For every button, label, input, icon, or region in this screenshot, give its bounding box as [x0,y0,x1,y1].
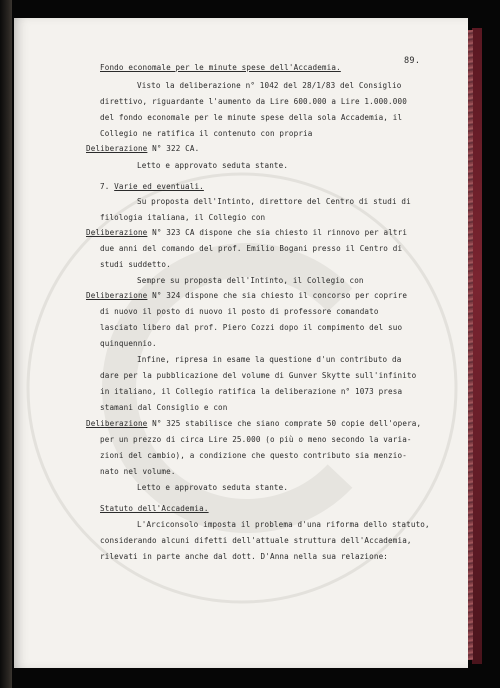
book-binding-edge [0,0,12,688]
text-line: direttivo, riguardante l'aumento da Lire 600.000 a Lire 1.000.000 [100,97,407,106]
text-line: Infine, ripresa in esame la questione d'un contributo da [137,355,402,364]
text-line: Letto e approvato seduta stante. [137,161,289,170]
document-page [14,18,468,668]
text-line: dare per la pubblicazione del volume di Gunver Skytte sull'infinito [100,371,417,380]
text-line: in italiano, il Collegio ratifica la deliberazione n° 1073 presa [100,387,403,396]
text-line: L'Arciconsolo imposta il problema d'una riforma dello statuto, [137,520,430,529]
text-line: del fondo economale per le minute spese della sola Accademia, il [100,113,403,122]
text-line: nato nel volume. [100,467,176,476]
text-line: Sempre su proposta dell'Intinto, il Collegio con [137,276,364,285]
page-number: 89. [404,56,421,66]
text-line: studi suddetto. [100,260,171,269]
text-line: Collegio ne ratifica il contenuto con propria [100,129,313,138]
text-line: zioni del cambio), a condizione che questo contributo sia menzio- [100,451,407,460]
text-line: di nuovo il posto di nuovo il posto di professore comandato [100,307,379,316]
text-line: Deliberazione N° 324 dispone che sia chiesto il concorso per coprire [86,291,408,300]
book-cover-edge [472,28,482,664]
text-line: Visto la deliberazione n° 1042 del 28/1/83 del Consiglio [137,81,402,90]
text-line: stamani dal Consiglio e con [100,403,228,412]
text-line: Su proposta dell'Intinto, direttore del Centro di studi di [137,197,411,206]
text-line: quinquennio. [100,339,157,348]
text-line: Fondo economale per le minute spese dell'Accademia. [100,63,341,72]
text-line: 7. Varie ed eventuali. [100,182,204,191]
text-line: rilevati in parte anche dal dott. D'Anna nella sua relazione: [100,552,389,561]
text-line: Deliberazione N° 323 CA dispone che sia chiesto il rinnovo per altri [86,228,408,237]
text-line: Statuto dell'Accademia. [100,504,209,513]
text-line: considerando alcuni difetti dell'attuale struttura dell'Accademia, [100,536,412,545]
text-line: Deliberazione N° 325 stabilisce che siano comprate 50 copie dell'opera, [86,419,422,428]
text-line: due anni del comando del prof. Emilio Bogani presso il Centro di [100,244,403,253]
text-line: Letto e approvato seduta stante. [137,483,289,492]
text-line: lasciato libero dal prof. Piero Cozzi dopo il compimento del suo [100,323,403,332]
text-line: filologia italiana, il Collegio con [100,213,266,222]
text-line: per un prezzo di circa Lire 25.000 (o più o meno secondo la varia- [100,435,412,444]
text-line: Deliberazione N° 322 CA. [86,144,200,153]
